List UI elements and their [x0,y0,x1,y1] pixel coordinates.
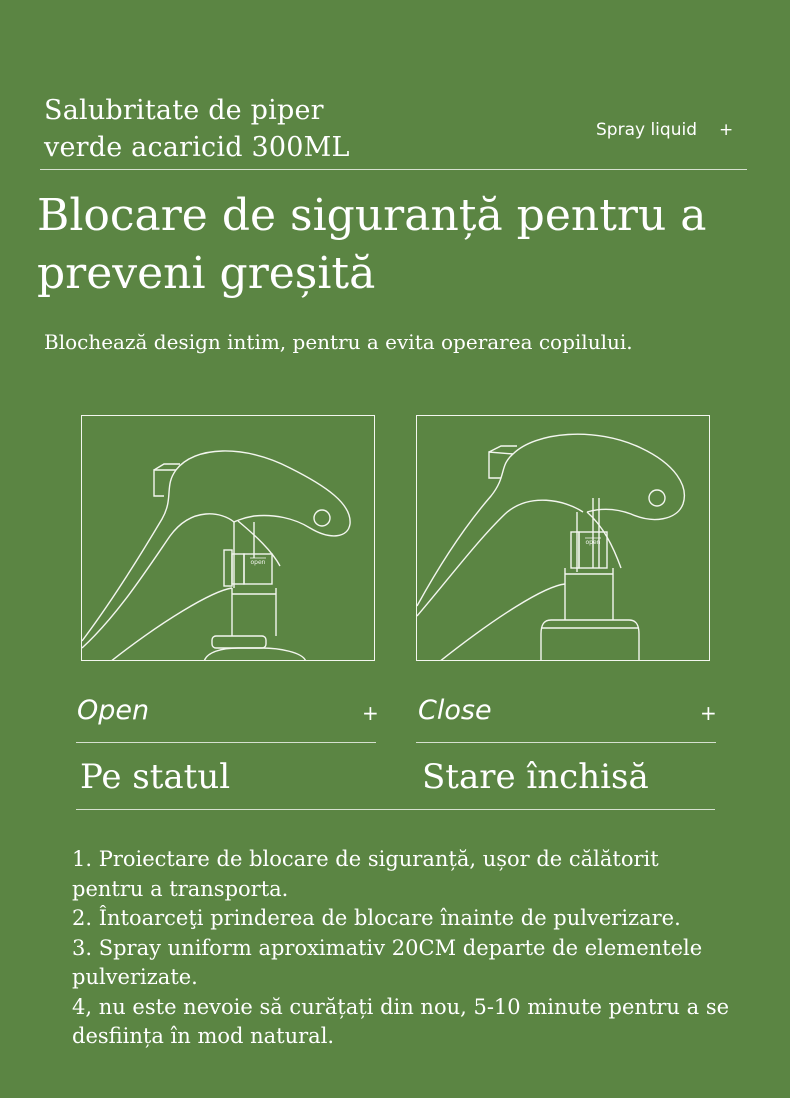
lock-tag-close: open [585,539,601,546]
feature-item-3: 3. Spray uniform aproximativ 20CM departe de elementele pulverizate. [72,935,703,989]
open-state-name: Pe statul [80,757,231,797]
plus-icon: + [718,120,734,140]
close-plus-icon: + [700,701,717,725]
close-state-name: Stare închisă [422,757,649,797]
headline-line2: preveni greșită [37,248,376,299]
product-title-line1: Salubritate de piper [44,95,324,126]
headline [37,187,757,303]
spray-liquid-label: Spray liquid [596,120,697,140]
states-bottom-divider [76,809,715,810]
product-title [44,92,484,166]
feature-item-2: 2. Întoarceţi prinderea de blocare înainte de pulverizare. [72,906,681,930]
subheadline: Blochează design intim, pentru a evita operarea copilului. [44,330,633,354]
open-label: Open [77,695,150,726]
close-state-illustration [416,415,710,661]
feature-item-1: 1. Proiectare de blocare de siguranță, ușor de călătorit pentru a transporta. [72,847,659,901]
close-label-divider [416,742,716,743]
spray-trigger-close-drawing [417,416,710,661]
open-plus-icon: + [362,701,379,725]
close-label: Close [418,695,492,726]
feature-item-4: 4, nu este nevoie să curățați din nou, 5-10 minute pentru a se desființa în mod natural. [72,994,730,1048]
spray-trigger-open-drawing [82,416,375,661]
header-divider [40,169,747,170]
spray-liquid-tag [596,120,733,140]
product-title-line2: verde acaricid 300ML [44,132,350,163]
headline-line1: Blocare de siguranță pentru a [37,190,707,241]
open-label-divider [76,742,376,743]
lock-tag-open: open [250,559,266,566]
feature-list [72,845,732,1052]
open-state-illustration [81,415,375,661]
